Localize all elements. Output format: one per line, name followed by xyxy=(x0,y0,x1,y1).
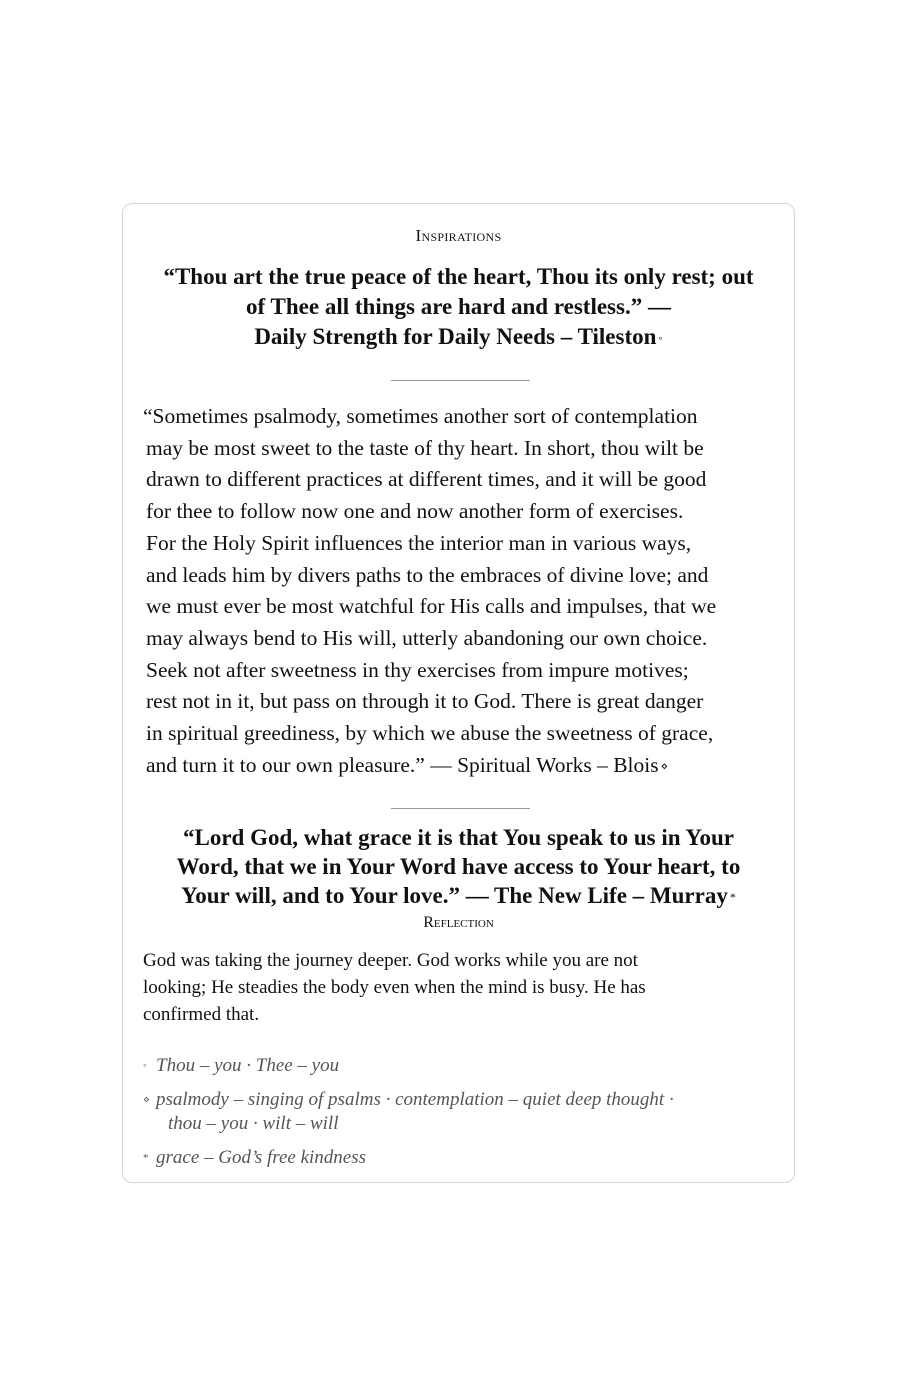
footnote-marker: * xyxy=(143,1152,149,1164)
quote-line: may be most sweet to the taste of thy heart. In short, thou wilt be xyxy=(146,435,704,460)
glossary-entry xyxy=(143,1146,764,1170)
footnote-marker: ◦ xyxy=(658,331,663,345)
quote-attribution: Daily Strength for Daily Needs – Tileston xyxy=(254,324,657,349)
quote-line: may always bend to His will, utterly abandoning our own choice. xyxy=(146,625,708,650)
quote-line: rest not in it, but pass on through it to God. There is great danger xyxy=(146,689,704,714)
reflection-line: confirmed that. xyxy=(143,1004,260,1025)
quote-line: of Thee all things are hard and restless.” — xyxy=(246,294,671,319)
divider xyxy=(391,380,530,381)
quote-attribution: and turn it to our own pleasure.” — Spiritual Works – Blois xyxy=(146,752,659,777)
reflection-heading: Reflection xyxy=(423,914,494,931)
quote-blois xyxy=(143,401,784,782)
quote-line: “Lord God, what grace it is that You speak to us in Your xyxy=(183,825,734,850)
quote-murray xyxy=(153,823,764,912)
glossary-text: Thou – you · Thee – you xyxy=(156,1055,340,1076)
quote-line: and leads him by divers paths to the embraces of divine love; and xyxy=(146,562,709,587)
quote-line: “Sometimes psalmody, sometimes another sort of contemplation xyxy=(143,404,698,428)
quote-line: Seek not after sweetness in thy exercises from impure motives; xyxy=(146,657,689,682)
quote-line: for thee to follow now one and now another form of exercises. xyxy=(146,499,684,524)
quote-line xyxy=(153,881,764,912)
quote-line: in spiritual greediness, by which we abuse the sweetness of grace, xyxy=(146,721,714,746)
glossary-text: psalmody – singing of psalms · contemplation – quiet deep thought · xyxy=(156,1089,674,1110)
glossary-text: grace – God’s free kindness xyxy=(156,1147,367,1168)
glossary-text: thou – you · wilt – will xyxy=(168,1113,339,1134)
divider xyxy=(391,808,530,809)
glossary-entry xyxy=(143,1054,764,1078)
reflection-line: God was taking the journey deeper. God works while you are not xyxy=(143,950,638,971)
footnote-marker: * xyxy=(729,890,736,904)
inspiration-card xyxy=(122,203,795,1183)
reflection-text xyxy=(143,947,734,1028)
quote-line xyxy=(143,322,774,353)
quote-line: For the Holy Spirit influences the interior man in various ways, xyxy=(146,530,692,555)
footnote-marker: ◦ xyxy=(143,1060,147,1072)
footnote-marker: ⋄ xyxy=(660,758,669,773)
quote-line: “Thou art the true peace of the heart, Thou its only rest; out xyxy=(163,264,754,289)
glossary-entry xyxy=(143,1088,764,1136)
section-heading: Inspirations xyxy=(415,226,502,245)
quote-line: we must ever be most watchful for His calls and impulses, that we xyxy=(146,594,717,619)
quote-line: drawn to different practices at different times, and it will be good xyxy=(146,467,707,492)
footnote-marker: ⋄ xyxy=(143,1094,150,1106)
quote-line: Word, that we in Your Word have access to Your heart, to xyxy=(176,854,741,879)
quote-tileston xyxy=(143,262,774,353)
glossary xyxy=(143,1054,764,1180)
quote-attribution: Your will, and to Your love.” — The New Life – Murray xyxy=(181,883,728,908)
reflection-line: looking; He steadies the body even when the mind is busy. He has xyxy=(143,977,646,998)
quote-line xyxy=(143,750,784,783)
